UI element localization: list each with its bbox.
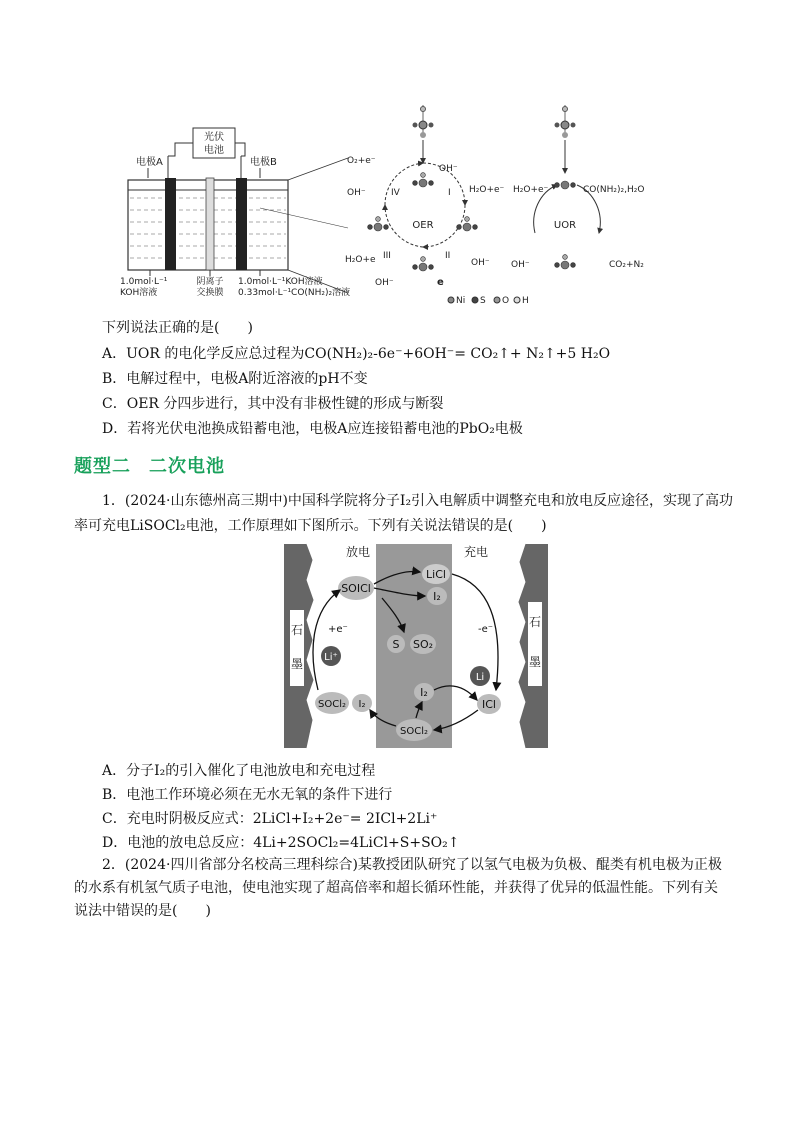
oer-e-bottom: e xyxy=(437,277,444,288)
q1-option-d: D．电池的放电总反应：4Li+2SOCl₂=4LiCl+S+SO₂↑ xyxy=(102,835,460,851)
left-solution-name: KOH溶液 xyxy=(120,288,158,298)
graphite-right-char-2: 墨 xyxy=(528,655,542,669)
q1-option-b: B．电池工作环境必须在无水无氧的条件下进行 xyxy=(102,787,393,803)
q1-line-2: 率可充电LiSOCl₂电池，工作原理如下图所示。下列有关说法错误的是( ) xyxy=(74,518,547,534)
oer-center-label: OER xyxy=(412,220,434,231)
left-solution-conc: 1.0mol·L⁻¹ xyxy=(120,277,168,287)
graphite-left-char-1: 石 xyxy=(290,623,304,637)
electrode-b-label: 电极B xyxy=(250,157,277,168)
i2-left-species: I₂ xyxy=(358,699,366,710)
li-metal-species: Li xyxy=(475,672,485,683)
atom-legend xyxy=(448,296,529,306)
oer-h2o-e-right: H₂O+e⁻ xyxy=(469,185,505,195)
electron-right: -e⁻ xyxy=(478,624,494,635)
electron-left: +e⁻ xyxy=(328,624,348,635)
electrode-b xyxy=(236,178,247,270)
li-ion-species: Li⁺ xyxy=(324,652,338,663)
legend-s: S xyxy=(480,296,486,306)
s-species: S xyxy=(392,638,400,651)
q2-line-1: 2．(2024·四川省部分名校高三理科综合)某教授团队研究了以氢气电极为负极、醌类有机电极为正极 xyxy=(102,857,722,873)
prev-option-b: B．电解过程中，电极A附近溶液的pH不变 xyxy=(102,371,368,387)
oer-step-4: IV xyxy=(391,188,400,198)
oer-oh-right: OH⁻ xyxy=(471,258,490,268)
section-heading xyxy=(74,452,243,478)
uor-h2o-e: H₂O+e⁻ xyxy=(513,185,549,195)
uor-urea-h2o: CO(NH₂)₂,H₂O xyxy=(583,185,645,195)
charge-label: 充电 xyxy=(464,545,489,559)
oer-o2-e: O₂+e⁻ xyxy=(347,156,376,166)
discharge-label: 放电 xyxy=(346,545,371,559)
prev-question-stem: 下列说法正确的是( ) xyxy=(102,320,253,336)
q1-option-c: C．充电时阴极反应式：2LiCl+I₂+2e⁻= 2ICl+2Li⁺ xyxy=(102,811,438,827)
i2-top-species: I₂ xyxy=(433,590,441,603)
oer-top-cluster xyxy=(413,105,434,138)
legend-o: O xyxy=(502,296,510,306)
section-title: 二次电池 xyxy=(149,456,225,477)
legend-ni: Ni xyxy=(456,296,466,306)
prev-option-d: D．若将光伏电池换成铅蓄电池，电极A应连接铅蓄电池的PbO₂电极 xyxy=(102,421,523,437)
pv-label-2: 电池 xyxy=(204,145,224,156)
legend-h: H xyxy=(522,296,529,306)
pv-label-1: 光伏 xyxy=(204,132,224,143)
uor-top-cluster xyxy=(555,105,576,138)
q1-option-a: A．分子I₂的引入催化了电池放电和充电过程 xyxy=(102,763,376,779)
section-label: 题型二 xyxy=(74,456,131,477)
anion-exchange-membrane xyxy=(206,178,214,270)
right-solution-urea: 0.33mol·L⁻¹CO(NH₂)₂溶液 xyxy=(238,288,350,298)
socl2-bottom-species: SOCl₂ xyxy=(400,726,428,737)
electrode-a-label: 电极A xyxy=(136,157,163,168)
licl-species: LiCl xyxy=(426,568,446,581)
graphite-right-char-1: 石 xyxy=(528,615,542,629)
q1-line-1: 1．(2024·山东德州高三期中)中国科学院将分子I₂引入电解质中调整充电和放电反应途径，实现了高功 xyxy=(102,493,734,509)
membrane-label-2: 交换膜 xyxy=(196,288,224,298)
oer-step-2: II xyxy=(445,251,451,261)
i2-bottom-species: I₂ xyxy=(420,686,428,699)
oer-uor-mechanism-figure xyxy=(345,95,690,310)
oer-step-1: I xyxy=(448,188,451,198)
oer-oh-bottom: OH⁻ xyxy=(375,278,394,288)
right-solution-koh: 1.0mol·L⁻¹KOH溶液 xyxy=(238,277,323,287)
uor-center-label: UOR xyxy=(553,220,577,231)
oer-h2o-e-left: H₂O+e xyxy=(345,255,376,265)
electrolysis-cell-figure xyxy=(110,118,350,308)
oer-step-3: III xyxy=(383,251,391,261)
icl-species: ICl xyxy=(482,698,496,711)
graphite-left-char-2: 墨 xyxy=(290,657,304,671)
q2-line-2: 的水系有机氢气质子电池，使电池实现了超高倍率和超长循环性能，并获得了优异的低温性能。下列有关 xyxy=(74,880,718,896)
soicl-species: SOICl xyxy=(341,582,371,595)
socl2-left-species: SOCl₂ xyxy=(318,699,346,710)
uor-co2-n2: CO₂+N₂ xyxy=(609,260,644,270)
lisocl2-battery-figure xyxy=(282,540,550,752)
oer-oh-top: OH⁻ xyxy=(439,164,458,174)
q2-line-3: 说法中错误的是( ) xyxy=(74,903,211,919)
electrode-a xyxy=(165,178,176,270)
membrane-label-1: 阴离子 xyxy=(196,277,224,287)
prev-option-a: A．UOR 的电化学反应总过程为CO(NH₂)₂-6e⁻+6OH⁻= CO₂↑+ N₂↑+5 H₂O xyxy=(102,346,611,362)
so2-species: SO₂ xyxy=(412,638,434,651)
prev-option-c: C．OER 分四步进行，其中没有非极性键的形成与断裂 xyxy=(102,396,444,412)
uor-oh: OH⁻ xyxy=(511,260,530,270)
oer-oh-left: OH⁻ xyxy=(347,188,366,198)
